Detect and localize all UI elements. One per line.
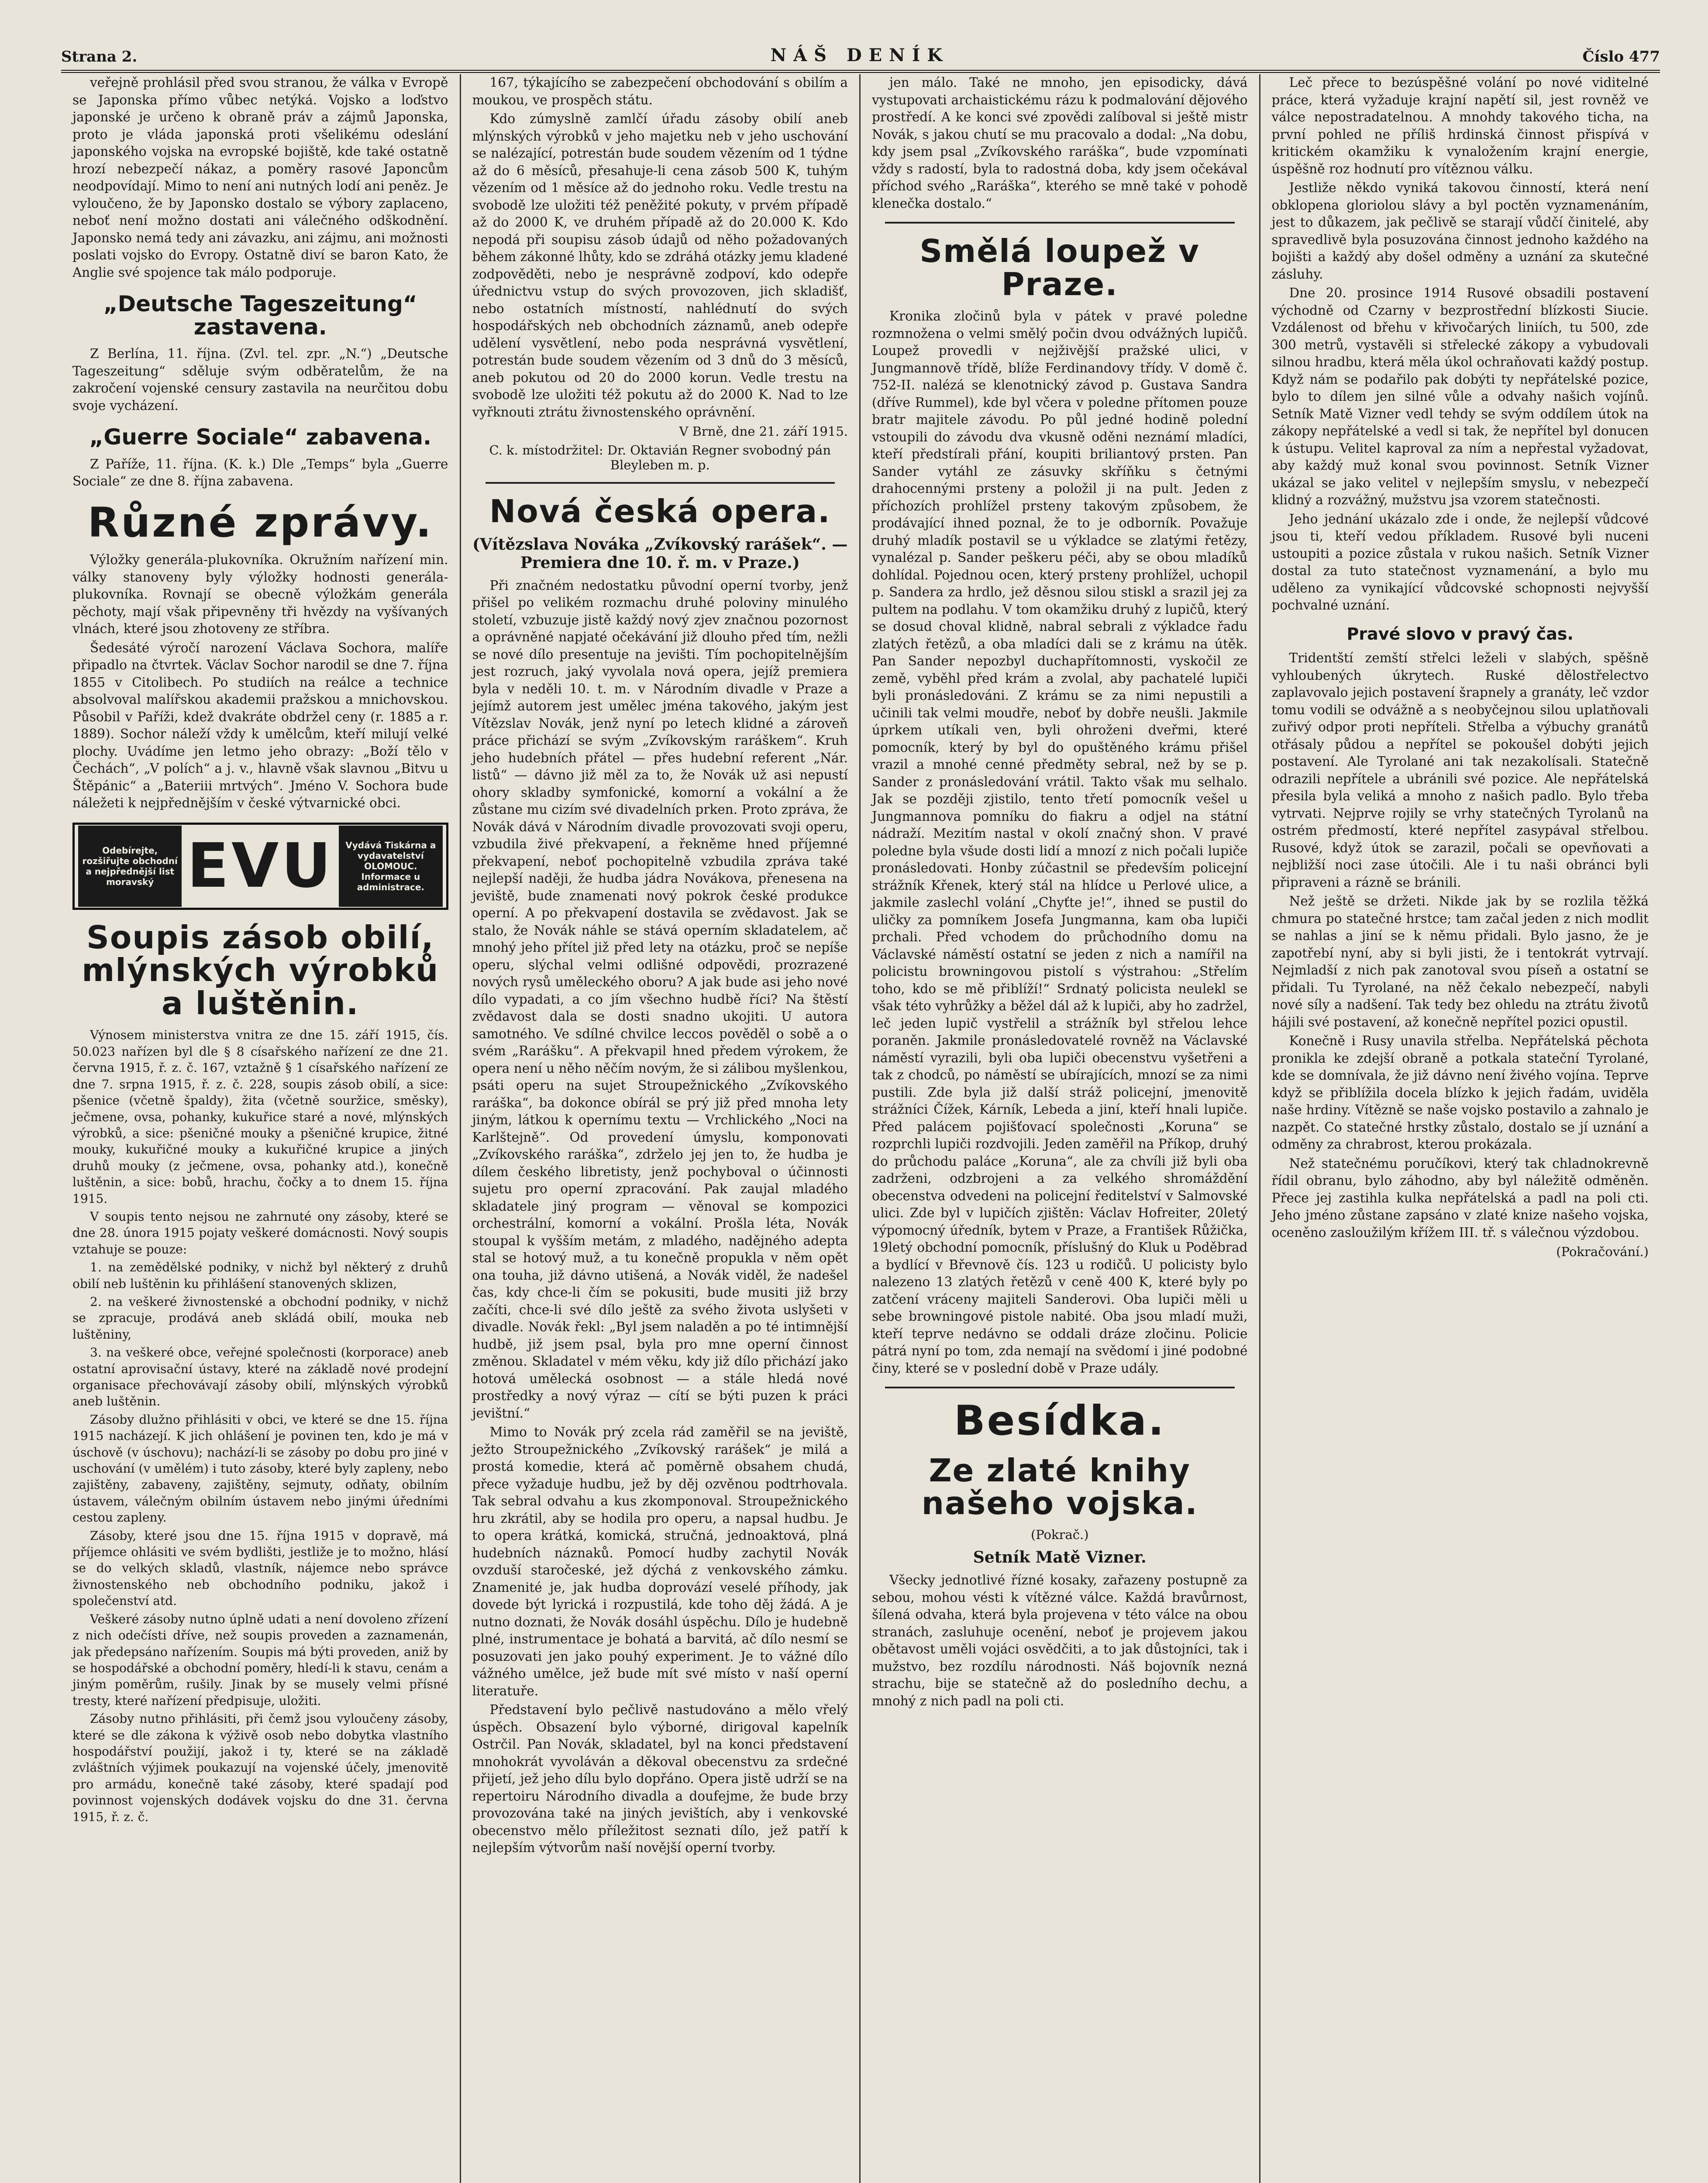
headline-smela-loupez: Smělá loupež v Praze.: [919, 233, 1200, 303]
story-title: Setník Matě Vizner.: [973, 1548, 1147, 1567]
article-paragraph: 3. na veškeré obce, veřejné společnosti (korporace) aneb ostatní aprovisační ústavy, které na základě nové prodejní organisace přechovávají zásoby obilí, mlýnských výrobků aneb luštěnin.: [72, 1345, 448, 1409]
article-paragraph: jen málo. Také ne mnoho, jen episodicky, dává vystupovati archaistickému rázu k podmalování dějového prostředí. A ke konci své zpovědi zalíboval si ještě mistr Novák, s jakou chutí se mu pracovalo a dodal: „Na dobu, kdy jsem psal „Zvíkovského raráška“, bude vzpomínati vždy s radostí, byla to radostná doba, kdy jsem očekával příchod svého „Raráška“, kterého se mně také v pohodě klenečka dostalo.“: [872, 75, 1248, 211]
article-paragraph: 2. na veškeré živnostenské a obchodní podniky, v nichž se zpracuje, prodává aneb skládá obilí, mouka neb luštěniny,: [72, 1294, 448, 1342]
article-paragraph: Při značném nedostatku původní operní tvorby, jenž přišel po velikém rozmachu druhé poloviny minulého století, vzbuzuje jistě každý nový zjev značnou pozornost a oprávněné napjaté očekávání již dlouho před tím, nežli se nové dílo presentuje na jevišti. Tím pochopitelnějším jest rozruch, jaký vyvolala nová opera, jejíž premiera byla v neděli 10. t. m. v Národním divadle v Praze a jejímž autorem jest umělec jména takového, jakým jest Vítězslav Novák, jenž nyní po letech klidné a zároveň práce přichází se svým „Zvíkovským raráškem“. Kruh jeho hudebních přátel — přes hudební referent „Nár. listů“ — dávno již měl za to, že Novák už asi nepustí ohory skladby symfonické, komorní a vokální a že zůstane mu cizím své divadelních prken. Proto zpráva, že Novák dává v Národním divadle provozovati svoji operu, vzbudila živé překvapení, a řekněme hned příjemné překvapení, neboť pochopitelně vzbudila zpráva také nejlepší naději, že hudba jádra Novákova, přenesena na jeviště, bude znamenati nový pokrok české produkce operní. A po překvapení dostavila se zvědavost. Jak se stalo, že Novák náhle se stává operním skladatelem, ač mnohý jeho přítel již před lety na otázku, proč se nepíše operu, slýchal velmi odlišné odpovědi, prozrazené nových rysů uměleckého oboru? A jak bude asi jeho nové dílo vypadati, a co jím všechno hudbě říci? Na štěstí zvědavost dala se dosti snadno ukojiti. U autora samotného. Ve sdílné chvilce leccos pověděl o sobě a o svém „Rarášku“. A překvapil hned předem výrokem, že opera není u něho něčím novým, že si zálibou myšlenkou, psáti operu na sujet Stroupežnického „Zvíkovského raráška“, ba dokonce obírál se prý již před mnoha lety jiným, látkou k opernímu textu — Vrchlického „Noci na Karlštejně“. Od provedení úmyslu, komponovati „Zvíkovského raráška“, zdrželo jej jen to, že hudba je dílem českého libretisty, jenž pochyboval o účinnosti sujetu pro operní zpracování. Pak zaujal mladého skladatele jiný program — věnoval se kompozici orchestrální, komorní a vokální. Prošla léta, Novák stoupal k vyšším metám, z mladého, nadějného adepta stal se hotový muž, a tu konečně propukla v něm opět ona touha, již dávno utišená, a Novák viděl, že nadešel čas, kdy chce-li čím se pokusiti, bude musiti již brzy začíti, chce-li své dílo ještě za svého života uslyšeti v divadle. Novák řekl: „Byl jsem naladěn a po té intimnější hudbě, již jsem psal, byla pro mne operní činnost změnou. Skladatel v mém věku, kdy již dílo přichází jako hotová umělecká osobnost — a stále hledá nové prostředky a nový výraz — cítí se býti puzen k práci jevištní.“: [472, 578, 848, 1421]
advertisement: [72, 823, 448, 910]
divider: [885, 222, 1235, 224]
article-paragraph: Představení bylo pečlivě nastudováno a mělo vřelý úspěch. Obsazení bylo výborné, dirigoval kapelník Ostrčil. Pan Novák, skladatel, byl na konci představení mnohokrát vyvoláván a děkoval obecenstvu za srdečné přijetí, jež jeho dílu bylo dopřáno. Opera jistě udrží se na repertoiru Národního divadla a doufejme, že bude brzy provozována také na jiných jevištích, aby i venkovské obecenstvo mělo příležitost seznati dílo, jež patří k nejlepším výtvorům naší novější operní tvorby.: [472, 1702, 848, 1856]
article-paragraph: Veškeré zásoby nutno úplně udati a není dovoleno zřízení z nich odečísti dříve, než soupis proveden a zaznamenán, jak předepsáno nařízením. Soupis má býti proveden, aniž by se hospodářské a obchodní poměry, hledí-li k stavu, cenám a jiným poměrům, rušily. Jinak by se musely velmi přísné tresty, které nařízení předpisuje, uložiti.: [72, 1611, 448, 1708]
article-paragraph: Zásoby nutno přihlásiti, při čemž jsou vyloučeny zásoby, které se dle zákona k výživě osob nebo dobytka vlastního hospodářství použijí, jakož i ty, které se na základě zvláštních výjimek poukazují na vojenské účely, jmenovitě pro armádu, konečně také zásoby, které spadají pod povinnost vojenských dodávek vojsku do dne 31. června 1915, ř. z. č.: [72, 1711, 448, 1824]
headline-besidka: Besídka.: [954, 1397, 1166, 1445]
headline-ruzne-zpravy: Různé zprávy.: [87, 499, 433, 547]
headline-guerre-sociale: „Guerre Sociale“ zabavena.: [89, 424, 431, 450]
headline-prave-slovo: Pravé slovo v pravý čas.: [1346, 624, 1574, 644]
page-number: Strana 2.: [61, 48, 138, 65]
article-paragraph: Dne 20. prosince 1914 Rusové obsadili postavení východně od Czarny v bezprostřední blízkosti Siucie. Vzdálenost od břehu v křivočarých liniích, tu 500, zde 300 metrů, vystavěli si střelecké zákopy a vybudovali silnou hradbu, která měla úkol ochraňovati každý postup. Když nám se podařilo pak dobýti ty nepřátelské pozice, bylo to dílem jen silné vůle a odvahy našich vojínů. Setník Matě Vizner vedl tehdy se svým oddílem útok na zákopy nepřátelské a vedl si tak, že nepřítel byl donucen k ústupu. Velitel kaproval za ním a nepřestal vyžadovat, aby každý muž konal svou povinnost. Setník Vizner ukázal se jako velitel v nejlepším smyslu, v nebezpečí klidný a rozvážný, mužstvu jsa vzorem statečnosti.: [1271, 286, 1649, 507]
column-3: [861, 74, 1260, 2183]
article-continuation: veřejně prohlásil před svou stranou, že válka v Evropě se Japonska přímo vůbec netýká. Vojsko a loďstvo japonské je určeno k obraně práv a zájmů Japonska, proto je vláda japonská proti všelikému odeslání japonského vojska na evropské bojiště, kde také ostatně hrozí nebezpečí nákaz, a poměry rasové Japoncům neodpovídají. Mimo to není ani nutných lodí ani peněz. Je vyloučeno, že by Japonsko dostalo se výbory zaplaceno, neboť není možno dostati ani válečného odškodnění. Japonsko nemá tedy ani závazku, ani zájmu, ani možnosti poslati vojsko do Evropy. Ostatně diví se baron Kato, že Anglie své spojence tak málo podporuje.: [72, 75, 448, 280]
divider: [885, 1387, 1235, 1388]
article-paragraph: Než ještě se držeti. Nikde jak by se rozlila těžká chmura po statečné hrstce; tam začal jeden z nich modlit se nahlas a jiní se k němu přidali. Bylo jasno, že je zapotřebí nyní, aby si byli jisti, že i tentokrát vytrvají. Nejmladší z nich pak zanotoval svou píseň a ostatní se přidali. Tu Tyrolané, na něž čekalo nebezpečí, nabyli nové síly a nadšení. Tak tedy bez ohledu na ztrátu životů hájili své postavení, až konečně nepřítel pozici opustil.: [1271, 894, 1649, 1030]
article-paragraph: 167, týkajícího se zabezpečení obchodování s obilím a moukou, ve prospěch státu.: [472, 75, 848, 107]
continuation-note: (Pokračování.): [1556, 1244, 1649, 1260]
ad-right-text: Vydává Tiskárna a vydavatelství OLOMOUC. Informace u administrace.: [339, 826, 442, 907]
dateline: V Brně, dne 21. září 1915.: [679, 424, 848, 439]
subheadline-opera: (Vítězslava Nováka „Zvíkovský rarášek“. — Premiera dne 10. ř. m. v Praze.): [472, 535, 848, 572]
column-2: [461, 74, 861, 2183]
article-paragraph: Kdo zúmyslně zamlčí úřadu zásoby obilí aneb mlýnských výrobků v jeho majetku neb v jeho uschování se nalézající, potrestán bude soudem vězením od 1 týdne až do 6 měsíců, přesahuje-li cena zásob 500 K, tuhým vězením od 1 měsíce až do jednoho roku. Vedle trestu na svobodě lze uložiti též peněžité pokuty, v prvém případě až do 2000 K, ve druhém případě až do 20.000 K. Kdo nepodá při soupisu zásob údajů od něho požadovaných během zákonné lhůty, kdo se zdráhá otázky jemu kladené zodpověděti, nebo je nesprávně zodpoví, kdo odepře úřednictvu vstup do svých provozoven, jich skladišť, nebo ostatních místností, nahlédnutí do svých hospodářských neb obchodních záznamů, aneb odepře udělení vysvětlení, nebo poda nesprávná vysvětlení, potrestán bude soudem vězením od 3 dnů do 3 měsíců, aneb pokutou od 20 do 2000 korun. Vedle trestu na svobodě lze uložiti též pokutu až do 2000 K. Nad to lze vyřknouti ztrátu živnostenského oprávnění.: [472, 111, 848, 420]
article-guerre-sociale: Z Paříže, 11. října. (K. k.) Dle „Temps“ byla „Guerre Sociale“ ze dne 8. října zabavena.: [72, 456, 448, 489]
article-paragraph: Mimo to Novák prý zcela rád zaměřil se na jeviště, ježto Stroupežnického „Zvíkovský rarášek“ je milá a prostá komedie, která ač poměrně obsahem chudá, přece vyžaduje hudbu, jež by děj ozvěnou podtrhovala. Tak sebral odvahu a kus zkomponoval. Stroupežnického hru zkrátil, aby se hodila pro operu, a napsal hudbu. Je to opera krátká, komická, stručná, jednoaktová, plná hudebních náznaků. Pomocí hudby zachytil Novák ovzduší staročeské, jež dýchá z venkovského zámku. Znamenité je, jak hudba doprovází veselé příhody, jak dovede být lyrická i rozpustilá, kde toho děj žádá. A je nutno doznati, že Novák dosáhl úspěchu. Dílo je hudebně plné, instrumentace je bohatá a barvitá, ač dílo nesmí se posuzovati jen jako pouhý experiment. Je to vážné dílo vážného umělce, jež bude mít své místo v naší operní literatuře.: [472, 1425, 848, 1698]
article-tageszeitung: Z Berlína, 11. října. (Zvl. tel. zpr. „N.“) „Deutsche Tageszeitung“ sděluje svým odběratelům, že na zakročení vojenské censury zastavila na neurčitou dobu svoje vycházení.: [72, 346, 448, 413]
news-item: Výložky generála-plukovníka. Okružním nařízení min. války stanoveny byly výložky hodnosti generála-plukovníka. Rovnají se obecně výložkám generála pěchoty, mají však připevněny tři hvězdy na vyšívaných vlnách, které jsou zhotoveny ze stříbra.: [72, 552, 448, 637]
paper-title: NÁŠ DENÍK: [770, 45, 950, 65]
headline-tageszeitung: „Deutsche Tageszeitung“ zastavena.: [103, 291, 417, 340]
article-paragraph: Jeho jednání ukázalo zde i onde, že nejlepší vůdcové jsou ti, kteří vedou příkladem. Rusové byli nuceni ustoupiti a pozice zůstala v rukou našich. Setník Vizner dostal za tuto statečnost vyznamenání, a bylo mu uděleno za vynikající vůdcovské schopnosti nejvyšší pochvalné uznání.: [1271, 511, 1649, 613]
news-item: Šedesáté výročí narození Václava Sochora, malíře připadlo na čtvrtek. Václav Sochor narodil se dne 7. října 1855 v Citolibech. Po studiích na reálce a technice absolvoval malířskou akademii pražskou a mnichovskou. Působil v Paříži, kdež dvakráte obdržel ceny (r. 1885 a r. 1889). Sochor náleží vždy k umělcům, kteří milují velké plochy. Uvádíme jen letmo jeho obrazy: „Boží tělo v Čechách“, „V polích“ a j. v., hlavně však slavnou „Bitvu u Štěpánic“ a „Bateriii mrtvých“. Jméno V. Sochora bude náležeti k nejpřednějším v české výtvarnické obci.: [72, 640, 448, 811]
article-paragraph: Kronika zločinů byla v pátek v pravé poledne rozmnožena o velmi smělý počin dvou odvážných lupičů. Loupež provedli v nejživější pražské ulici, v Jungmannově třídě, blíže Ferdinandovy třídy. V domě č. 752-II. nalézá se klenotnický závod p. Gustava Sandra (dříve Rummel), kde byl včera v poledne přítomen pouze bratr majitele závodu. Po půl jedné hodině polední vstoupili do závodu dva vkusně oděni neznámí mladíci, kteří předstírali přání, koupiti briliantový prsten. Pan Sander vytáhl ze zásuvky skříňku s četnými drahocennými prsteny a položil ji na pult. Jeden z příchozích prohlížel prsteny takovým způsobem, že prodávající ihned poznal, že to je odborník. Považuje druhý mladík postavil se u výkladce se zlatými řetězy, vynalézal p. Sander peškeru péči, aby se obou mladíků dohlídal. Pojednou ocen, který prsteny prohlížel, uchopil p. Sandera za hrdlo, jež děsnou silou stiskl a srazil jej za pultem na podlahu. V tom okamžiku druhý z lupičů, který se dosud choval klidně, nabral sebrali z výkladce řadu zlatých řetězů, a oba mladíci dali se z krámu na útěk. Pan Sander nepozbyl duchapřítomnosti, vyskočil ze země, vyběhl před krám a zvolal, aby pachatelé lupiči byli pronásledováni. Z krámu se za nimi nepustili a učinili tak velmi moudře, neboť by dobře neušli. Jakmile úprkem utíkali ven, byli ohroženi dveřmi, které pomocník, který by byl do opuštěného krámu přišel vrazil a mnohé cenné předměty sebral, než by se p. Sander z pronásledování vrátil. Takto však mu selhalo. Jak se později zjistilo, tento třetí pomocník vešel u Jungmannova pomníku do fiakru a odjel na státní nádraží. Mezitím nastal v okolí značný shon. V pravé poledne byla všude dosti lidí a mnozí z nich počali lupiče pronásledovati. Honby zúčastnil se především policejní strážník Křenek, který stál na hlídce u Perlové ulice, a jakmile zaslechl volání „Chyťte je!“, ihned se pustil do uličky za pomníkem Josefa Jungmanna, kam oba lupiči prchali. Před vchodem do průchodního domu na Václavské náměstí ostatní se jeden z nich a namířil na policistu browningovou pistolí s výstrahou: „Střelím toho, kdo se mě přiblíží!“ Srdnatý policista neulekl se však této vyhrůžky a běžel dál až k lupiči, aby ho zadržel, leč jeden lupič vystřelil a strážník byl střelou lehce poraněn. Jakmile pronásledovatelé rovněž na Václavské náměstí vyrazili, byli oba lupiči obecenstvu vyšetřeni a tak z chodců, po náměstí se ubírajících, mnozí se za nimi pustili. Zde byla již další stráž policejní, jmenovitě strážníci Čížek, Kárník, Lebeda a jiní, kteří hnali lupiče. Před palácem pojišťovací společnosti „Koruna“ se rozprchli lupiči rozdvojili. Jeden zaměřil na Příkop, druhý do průchodu paláce „Koruna“, ale za chvíli již byli oba zadrženi, odzbrojeni a za velkého shromáždění obecenstva odvedeni na policejní ředitelství v Salmovské ulici. Zde byl v lupičích zjištěn: Václav Hofreiter, 20letý výpomocný úředník, bytem v Praze, a František Růžička, 19letý obchodní pomocník, příslušný do Kluk u Poděbrad a bydlící v Břevnově čís. 123 u rodičů. U policisty bylo nalezeno 13 zlatých řetězů v ceně 400 K, které byly po zatčení vráceny majiteli Sanderovi. Oba lupiči měli u sebe browningové pistole nabité. Oba jsou mladí muži, kteří teprve nedávno se oddali dráze zločinu. Policie pátrá nyní po tom, zda nemají na svědomí i jiné podobné činy, které se v poslední době v Praze udály.: [872, 309, 1248, 1376]
ad-left-text: Odebírejte, rozšiřujte obchodní a nejpřednější list moravský: [78, 826, 182, 907]
masthead: [61, 35, 1660, 73]
issue-number: Číslo 477: [1582, 48, 1660, 65]
headline-nova-opera: Nová česká opera.: [489, 493, 831, 530]
article-paragraph: V soupis tento nejsou ne zahrnuté ony zásoby, které se dne 28. února 1915 pojaty veškeré domácnosti. Nový soupis vztahuje se pouze:: [72, 1209, 448, 1257]
article-paragraph: Zásoby dlužno přihlásiti v obci, ve které se dne 15. října 1915 nacházejí. K jich ohlášení je povinen ten, kdo je má v úschově (v úschovu); nachází-li se zásoby po dobu pro jiné v uschování (v umělém) i tuto zásoby, které byly zapleny, nebo zajištěny, zabaveny, zajištěny, sejmuty, odňaty, obilním ústavem, válečným obilním ústavem nebo jinými úředními cestou zapleny.: [72, 1412, 448, 1525]
article-paragraph: Leč přece to bezúspěšné volání po nové viditelné práce, která vyžaduje krajní napětí sil, jest rovněž ve válce nepostradatelnou. A mnohdy takového ticha, na první pohled ne příliš hrdinská činnost přispívá v kritickém okamžiku k vynaložením krajní energie, úspěšně roz hodnutí pro vítěznou válku.: [1271, 75, 1649, 176]
divider: [486, 482, 835, 484]
column-4: [1260, 74, 1660, 2183]
article-paragraph: Konečně i Rusy unavila střelba. Nepřátelská pěchota pronikla ke zdejší obraně a potkala stateční Tyrolané, kde se domnívala, že již dávno není živého vojína. Teprve když se přiblížila docela blízko k jejich řadám, uviděla naše hrdiny. Vítězně se naše vojsko postavilo a zahnalo je nazpět. Co statečné hrstky zůstalo, dostalo se jí uznání a odměny za chrabrost, kterou prokázala.: [1271, 1033, 1649, 1152]
article-paragraph: Výnosem ministerstva vnitra ze dne 15. září 1915, čís. 50.023 nařízen byl dle § 8 císařského nařízení ze dne 21. června 1915, ř. z. č. 167, vztažně § 1 císařského nařízení ze dne 7. srpna 1915, ř. z. č. 228, soupis zásob obilí, a sice: pšenice (včetně špaldy), žita (včetně souržice, směsky), ječmene, ovsa, pohanky, kukuřice staré a nové, mlýnských výrobků, a sice: pšeničné mouky a pšeničné krupice, žitné mouky, kukuřičné mouky a kukuřičné krupice a jiných druhů mouky (z ječmene, ovsa, pohanky atd.), konečně luštěnin, a sice: bobů, hrachu, čočky a to dnem 15. října 1915.: [72, 1028, 448, 1206]
signature: C. k. místodržitel: Dr. Oktavián Regner svobodný pán Bleyleben m. p.: [489, 443, 831, 472]
article-paragraph: Zásoby, které jsou dne 15. října 1915 v dopravě, má příjemce ohlásiti ve svém bydlišti, jestliže je to možno, hlásí se do velkých skladů, vlastník, nájemce nebo správce živnostenského neb obchodního podniku, jakož i společenství atd.: [72, 1528, 448, 1608]
headline-soupis: Soupis zásob obilí, mlýnských výrobků a luštěnin.: [82, 919, 439, 1022]
article-paragraph: Tridentští zemští střelci leželi v slabých, spěšně vyhloubených úkrytech. Ruské dělostřelectvo zaplavovalo jejich postavení šrapnely a granáty, leč vzdor tomu vodili se odvážně a s neobyčejnou silou uplatňovali zuřivý odpor proti nepříteli. Střelba a výbuchy granátů otřásaly půdou a nepřítel se pokoušel dobýti jejich postavení. Ale Tyrolané ani tak nezakolísali. Statečně odrazili nepřítele a ubránili své pozice. Ale nepřátelská přesila byla veliká a mnoho z našich padlo. Bylo třeba vytrvati. Nejprve rojily se vrhy statečných Tyrolanů na ostrém předmostí, které nepřítel zasypával střelbou. Rusové, když útok se zarazil, počali se opevňovati a nejbližší noci zase útočili. Ale i tu naši obránci byli připraveni a rázně se bránili.: [1271, 651, 1649, 890]
article-paragraph: 1. na zemědělské podniky, v nichž byl některý z druhů obilí neb luštěnin ku přihlášení stanovených sklizen,: [72, 1260, 448, 1291]
columns: [61, 74, 1660, 2183]
article-paragraph: Jestliže někdo vyniká takovou činností, která není obklopena gloriolou slávy a byl poctěn vyznamenáním, jest to důkazem, jak pečlivě se starají vůdčí činitelé, aby spravedlivě byla posuzována činnost jednoho každého na bojišti a každý aby došel odměny a uznání za skutečné zásluhy.: [1271, 180, 1649, 282]
continuation-note: (Pokrač.): [1030, 1527, 1089, 1543]
article-paragraph: Než statečnému poručíkovi, který tak chladnokrevně řídil obranu, bylo záhodno, aby byl náležitě odměněn. Přece jej zastihla kulka nepřátelská a padl na poli cti. Jeho jméno zůstane zapsáno v zlaté knize našeho vojska, oceněno zasloužilým křížem III. tř. s válečnou výzdobou.: [1271, 1156, 1649, 1240]
article-paragraph: Všecky jednotlivé řízné kosaky, zařazeny postupně za sebou, mohou vésti k vítězné válce. Každá bravůrnost, šílená odvaha, která byla projevena v této válce na obou stranách, zasluhuje ocenění, neboť je projevem jakou obětavost uměli vojáci osvědčiti, a to jak důstojníci, tak i mužstvo, bez rozdílu národnosti. Náš bojovník nezná strachu, bije se statečně až do posledního dechu, a mnohý z nich padl na poli cti.: [872, 1573, 1248, 1708]
headline-zlata-kniha: Ze zlaté knihy našeho vojska.: [921, 1452, 1198, 1522]
ad-logo: EVU: [187, 830, 334, 902]
column-1: [61, 74, 461, 2183]
